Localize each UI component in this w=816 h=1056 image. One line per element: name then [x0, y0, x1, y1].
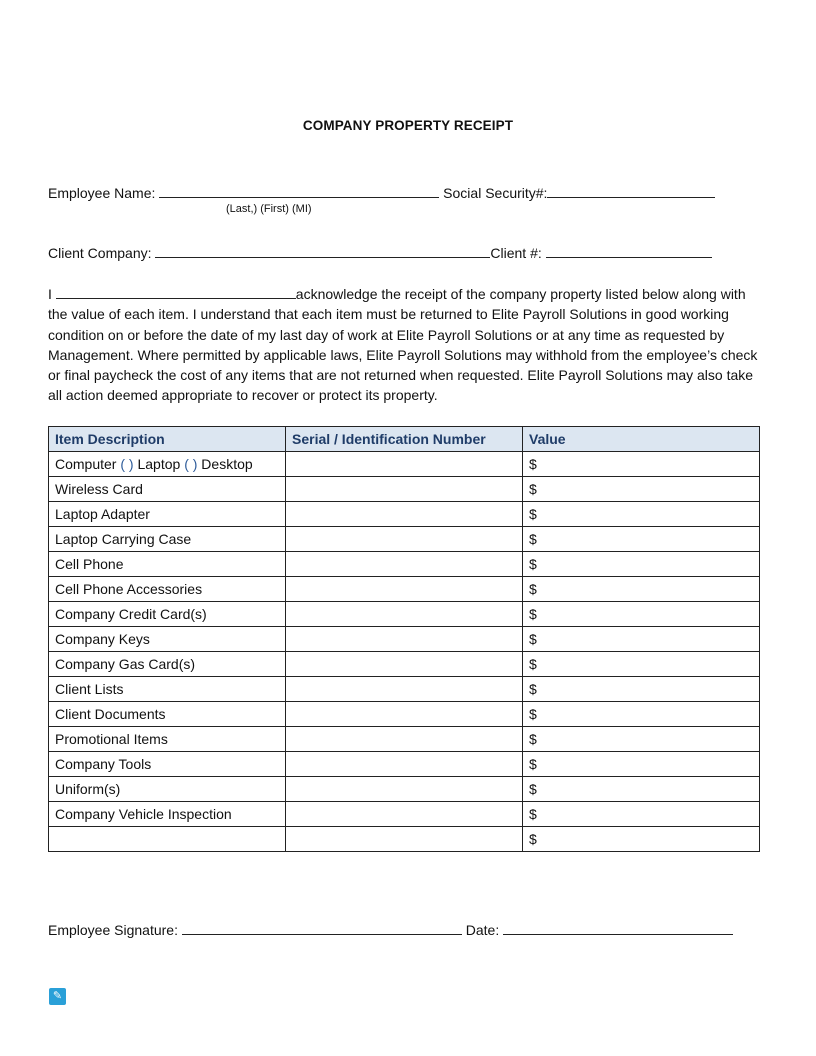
signature-row	[48, 920, 733, 938]
signature-field[interactable]	[182, 920, 462, 935]
value-cell[interactable]	[523, 727, 760, 752]
serial-number-cell[interactable]	[286, 627, 523, 652]
currency-symbol: $	[529, 731, 537, 747]
currency-symbol: $	[529, 806, 537, 822]
serial-number-cell[interactable]	[286, 602, 523, 627]
table-row	[49, 827, 760, 852]
property-table	[48, 426, 760, 852]
table-row	[49, 552, 760, 577]
signature-label: Employee Signature:	[48, 922, 178, 938]
table-row	[49, 777, 760, 802]
ack-prefix: I	[48, 286, 52, 302]
ssn-field[interactable]	[547, 183, 715, 198]
item-description: Uniform(s)	[49, 777, 286, 802]
value-cell[interactable]	[523, 702, 760, 727]
item-description	[49, 827, 286, 852]
employee-name-field[interactable]	[159, 183, 439, 198]
serial-number-cell[interactable]	[286, 752, 523, 777]
value-cell[interactable]	[523, 652, 760, 677]
table-row	[49, 627, 760, 652]
currency-symbol: $	[529, 606, 537, 622]
currency-symbol: $	[529, 756, 537, 772]
serial-number-cell[interactable]	[286, 802, 523, 827]
document-logo-icon: ✎	[49, 988, 66, 1005]
currency-symbol: $	[529, 656, 537, 672]
table-row	[49, 452, 760, 477]
ack-name-field[interactable]	[56, 286, 296, 299]
date-field[interactable]	[503, 920, 733, 935]
computer-label: Computer	[55, 456, 117, 472]
currency-symbol: $	[529, 456, 537, 472]
table-row	[49, 502, 760, 527]
item-description: Laptop Carrying Case	[49, 527, 286, 552]
header-item-description: Item Description	[49, 427, 286, 452]
serial-number-cell[interactable]	[286, 652, 523, 677]
item-description: Company Credit Card(s)	[49, 602, 286, 627]
currency-symbol: $	[529, 831, 537, 847]
table-row	[49, 802, 760, 827]
serial-number-cell[interactable]	[286, 727, 523, 752]
ack-text: acknowledge the receipt of the company property listed below along with the value of each item. I understand that each item must be returned to Elite Payroll Solutions in good working condition on or before the date of my last day of work at Elite Payroll Solutions or at any time as requested by Management. Where permitted by applicable laws, Elite Payroll Solutions may withhold from the employee’s check or final paycheck the cost of any items that are not returned when requested. Elite Payroll Solutions may also take all action deemed appropriate to recover or protect its property.	[48, 286, 758, 404]
header-value: Value	[523, 427, 760, 452]
currency-symbol: $	[529, 781, 537, 797]
item-description: Company Keys	[49, 627, 286, 652]
header-serial-number: Serial / Identification Number	[286, 427, 523, 452]
serial-number-cell[interactable]	[286, 677, 523, 702]
serial-number-cell[interactable]	[286, 527, 523, 552]
item-description: Wireless Card	[49, 477, 286, 502]
value-cell[interactable]	[523, 527, 760, 552]
value-cell[interactable]	[523, 677, 760, 702]
currency-symbol: $	[529, 681, 537, 697]
item-description-computer	[49, 452, 286, 477]
acknowledgement-paragraph	[48, 284, 768, 406]
item-description: Laptop Adapter	[49, 502, 286, 527]
name-sublabel: (Last,) (First) (MI)	[226, 203, 312, 215]
item-description: Company Tools	[49, 752, 286, 777]
value-cell[interactable]	[523, 577, 760, 602]
serial-number-cell[interactable]	[286, 502, 523, 527]
laptop-checkbox[interactable]: ( )	[120, 456, 134, 472]
value-cell[interactable]	[523, 477, 760, 502]
desktop-checkbox[interactable]: ( )	[184, 456, 198, 472]
desktop-label: Desktop	[201, 456, 253, 472]
employee-name-row	[48, 183, 715, 201]
item-description: Promotional Items	[49, 727, 286, 752]
document-title: COMPANY PROPERTY RECEIPT	[302, 118, 514, 133]
currency-symbol: $	[529, 581, 537, 597]
value-cell[interactable]	[523, 452, 760, 477]
value-cell[interactable]	[523, 827, 760, 852]
table-row	[49, 727, 760, 752]
employee-name-label: Employee Name:	[48, 185, 156, 201]
table-row	[49, 702, 760, 727]
value-cell[interactable]	[523, 777, 760, 802]
ssn-label: Social Security#:	[443, 185, 548, 201]
table-row	[49, 477, 760, 502]
serial-number-cell[interactable]	[286, 477, 523, 502]
value-cell[interactable]	[523, 502, 760, 527]
currency-symbol: $	[529, 556, 537, 572]
currency-symbol: $	[529, 706, 537, 722]
value-cell[interactable]	[523, 602, 760, 627]
currency-symbol: $	[529, 506, 537, 522]
table-row	[49, 652, 760, 677]
serial-number-cell[interactable]	[286, 452, 523, 477]
table-row	[49, 677, 760, 702]
table-row	[49, 752, 760, 777]
table-row	[49, 577, 760, 602]
value-cell[interactable]	[523, 627, 760, 652]
serial-number-cell[interactable]	[286, 702, 523, 727]
item-description: Company Gas Card(s)	[49, 652, 286, 677]
item-description: Cell Phone	[49, 552, 286, 577]
table-header-row	[49, 427, 760, 452]
value-cell[interactable]	[523, 552, 760, 577]
table-row	[49, 527, 760, 552]
client-number-label: Client #:	[490, 245, 542, 261]
item-description: Company Vehicle Inspection	[49, 802, 286, 827]
client-number-field[interactable]	[546, 243, 712, 258]
date-label: Date:	[465, 922, 500, 938]
item-description: Client Lists	[49, 677, 286, 702]
currency-symbol: $	[529, 531, 537, 547]
client-company-label: Client Company:	[48, 245, 152, 261]
laptop-label: Laptop	[137, 456, 181, 472]
item-description: Cell Phone Accessories	[49, 577, 286, 602]
value-cell[interactable]	[523, 802, 760, 827]
value-cell[interactable]	[523, 752, 760, 777]
currency-symbol: $	[529, 481, 537, 497]
table-row	[49, 602, 760, 627]
currency-symbol: $	[529, 631, 537, 647]
item-description: Client Documents	[49, 702, 286, 727]
serial-number-cell[interactable]	[286, 777, 523, 802]
client-company-row	[48, 243, 712, 261]
serial-number-cell[interactable]	[286, 827, 523, 852]
serial-number-cell[interactable]	[286, 552, 523, 577]
client-company-field[interactable]	[155, 243, 490, 258]
serial-number-cell[interactable]	[286, 577, 523, 602]
